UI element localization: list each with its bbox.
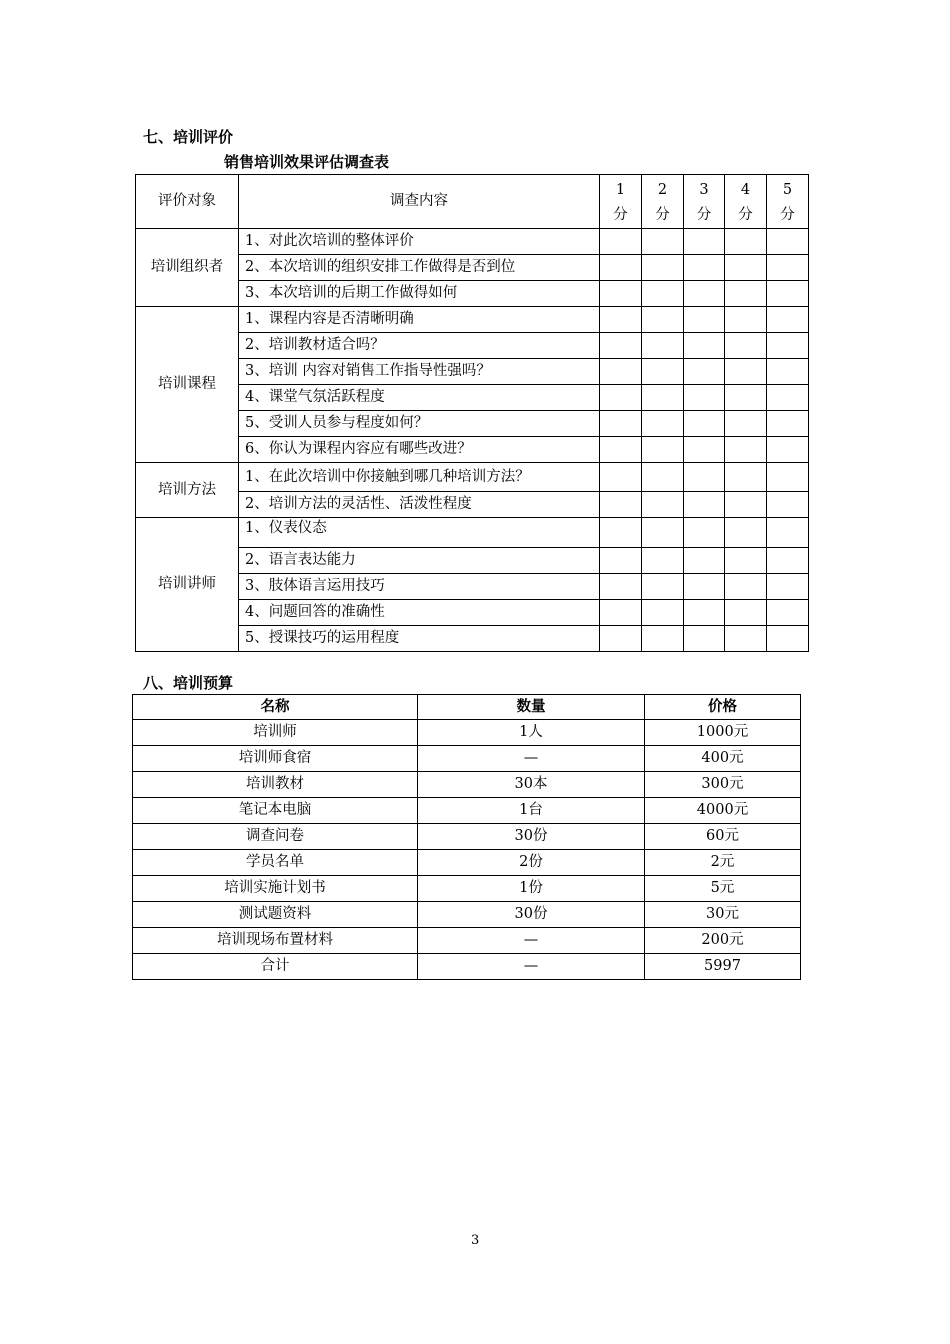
score-cell[interactable] [600, 307, 642, 333]
score-unit: 分 [655, 207, 670, 223]
budget-item-name: 调查问卷 [133, 824, 418, 850]
score-cell[interactable] [642, 281, 684, 307]
score-cell[interactable] [600, 385, 642, 411]
score-number: 1 [615, 182, 626, 198]
budget-item-price: 60元 [645, 824, 801, 850]
score-cell[interactable] [725, 574, 767, 600]
eval-row [136, 307, 809, 333]
score-cell[interactable] [600, 548, 642, 574]
score-cell[interactable] [642, 411, 684, 437]
eval-item: 1、仪表仪态 [239, 518, 600, 548]
eval-table-title: 销售培训效果评估调查表 [224, 153, 390, 171]
header-score-1 [600, 175, 642, 229]
score-cell[interactable] [767, 518, 809, 548]
eval-item: 5、授课技巧的运用程度 [239, 626, 600, 652]
score-cell[interactable] [767, 411, 809, 437]
budget-item-name: 培训实施计划书 [133, 876, 418, 902]
score-cell[interactable] [725, 385, 767, 411]
score-cell[interactable] [767, 307, 809, 333]
budget-item-name: 笔记本电脑 [133, 798, 418, 824]
score-cell[interactable] [684, 385, 725, 411]
score-cell[interactable] [767, 255, 809, 281]
score-cell[interactable] [642, 307, 684, 333]
score-cell[interactable] [725, 492, 767, 518]
budget-item-price: 1000元 [645, 720, 801, 746]
score-cell[interactable] [642, 574, 684, 600]
budget-item-price: 2元 [645, 850, 801, 876]
score-cell[interactable] [725, 518, 767, 548]
budget-item-name: 培训师食宿 [133, 746, 418, 772]
budget-row [133, 720, 801, 746]
score-cell[interactable] [684, 255, 725, 281]
score-cell[interactable] [684, 307, 725, 333]
score-unit: 分 [696, 207, 712, 223]
eval-row [136, 229, 809, 255]
score-cell[interactable] [725, 437, 767, 463]
budget-item-qty: 1份 [418, 876, 645, 902]
score-cell[interactable] [684, 281, 725, 307]
score-cell[interactable] [725, 229, 767, 255]
score-cell[interactable] [642, 548, 684, 574]
score-cell[interactable] [600, 463, 642, 492]
score-cell[interactable] [725, 626, 767, 652]
budget-item-qty: 2份 [418, 850, 645, 876]
score-cell[interactable] [725, 548, 767, 574]
score-unit: 分 [780, 207, 795, 223]
score-cell[interactable] [725, 411, 767, 437]
evaluation-table [135, 174, 809, 652]
score-cell[interactable] [642, 385, 684, 411]
budget-item-qty: — [418, 746, 645, 772]
score-cell[interactable] [767, 385, 809, 411]
header-content: 调查内容 [239, 175, 600, 229]
eval-item: 2、培训教材适合吗？ [239, 333, 600, 359]
score-cell[interactable] [600, 359, 642, 385]
eval-item: 4、课堂气氛活跃程度 [239, 385, 600, 411]
score-cell[interactable] [725, 359, 767, 385]
score-unit: 分 [738, 207, 753, 223]
score-cell[interactable] [600, 229, 642, 255]
score-cell[interactable] [767, 463, 809, 492]
score-cell[interactable] [725, 463, 767, 492]
budget-row [133, 876, 801, 902]
budget-item-qty: — [418, 928, 645, 954]
score-cell[interactable] [767, 333, 809, 359]
score-number: 5 [782, 182, 793, 198]
budget-row [133, 746, 801, 772]
budget-item-price: 5元 [645, 876, 801, 902]
header-score-3 [684, 175, 725, 229]
header-score-5 [767, 175, 809, 229]
score-cell[interactable] [767, 281, 809, 307]
score-cell[interactable] [600, 574, 642, 600]
score-cell[interactable] [684, 492, 725, 518]
score-cell[interactable] [642, 626, 684, 652]
score-number: 3 [699, 182, 709, 198]
budget-row [133, 954, 801, 980]
header-qty: 数量 [418, 695, 645, 720]
budget-row [133, 850, 801, 876]
budget-item-price: 5997 [645, 954, 801, 980]
score-cell[interactable] [600, 437, 642, 463]
budget-item-qty: 30份 [418, 824, 645, 850]
score-cell[interactable] [725, 600, 767, 626]
score-cell[interactable] [767, 229, 809, 255]
score-cell[interactable] [767, 574, 809, 600]
score-cell[interactable] [725, 333, 767, 359]
score-cell[interactable] [767, 626, 809, 652]
score-cell[interactable] [684, 600, 725, 626]
score-number: 2 [657, 182, 668, 198]
budget-item-price: 30元 [645, 902, 801, 928]
score-cell[interactable] [684, 548, 725, 574]
score-cell[interactable] [642, 492, 684, 518]
score-cell[interactable] [642, 229, 684, 255]
score-cell[interactable] [684, 229, 725, 255]
score-cell[interactable] [642, 437, 684, 463]
score-cell[interactable] [684, 518, 725, 548]
section8-title: 八、培训预算 [143, 674, 234, 692]
score-cell[interactable] [725, 255, 767, 281]
eval-item: 4、问题回答的准确性 [239, 600, 600, 626]
eval-row [136, 463, 809, 492]
score-cell[interactable] [600, 600, 642, 626]
header-subject: 评价对象 [136, 175, 239, 229]
eval-item: 2、语言表达能力 [239, 548, 600, 574]
score-cell[interactable] [725, 307, 767, 333]
score-cell[interactable] [600, 492, 642, 518]
score-cell[interactable] [600, 411, 642, 437]
budget-item-qty: 30本 [418, 772, 645, 798]
budget-item-price: 4000元 [645, 798, 801, 824]
score-cell[interactable] [767, 492, 809, 518]
score-cell[interactable] [642, 518, 684, 548]
budget-header-row [133, 695, 801, 720]
eval-subject: 培训讲师 [136, 518, 239, 652]
eval-subject: 培训组织者 [136, 229, 239, 307]
eval-item: 5、受训人员参与程度如何？ [239, 411, 600, 437]
eval-header-row [136, 175, 809, 229]
budget-item-name: 合计 [133, 954, 418, 980]
score-cell[interactable] [767, 437, 809, 463]
header-score-2 [642, 175, 684, 229]
budget-row [133, 772, 801, 798]
budget-item-qty: — [418, 954, 645, 980]
section7-title: 七、培训评价 [143, 128, 234, 146]
score-cell[interactable] [642, 600, 684, 626]
budget-item-name: 学员名单 [133, 850, 418, 876]
eval-item: 1、在此次培训中你接触到哪几种培训方法？ [239, 463, 600, 492]
eval-item: 6、你认为课程内容应有哪些改进？ [239, 437, 600, 463]
eval-subject: 培训课程 [136, 307, 239, 463]
eval-item: 2、本次培训的组织安排工作做得是否到位 [239, 255, 600, 281]
eval-item: 2、培训方法的灵活性、活泼性程度 [239, 492, 600, 518]
eval-item: 3、本次培训的后期工作做得如何 [239, 281, 600, 307]
score-cell[interactable] [642, 463, 684, 492]
score-cell[interactable] [684, 411, 725, 437]
score-cell[interactable] [600, 626, 642, 652]
budget-item-name: 培训师 [133, 720, 418, 746]
budget-row [133, 902, 801, 928]
eval-item: 3、肢体语言运用技巧 [239, 574, 600, 600]
score-cell[interactable] [684, 574, 725, 600]
header-price: 价格 [645, 695, 801, 720]
score-cell[interactable] [642, 255, 684, 281]
score-cell[interactable] [684, 463, 725, 492]
score-unit: 分 [613, 207, 628, 223]
score-cell[interactable] [684, 333, 725, 359]
score-cell[interactable] [767, 359, 809, 385]
budget-item-name: 测试题资料 [133, 902, 418, 928]
budget-item-price: 200元 [645, 928, 801, 954]
budget-item-qty: 30份 [418, 902, 645, 928]
header-score-4 [725, 175, 767, 229]
eval-item: 1、课程内容是否清晰明确 [239, 307, 600, 333]
budget-table [132, 694, 801, 980]
score-cell[interactable] [600, 255, 642, 281]
score-cell[interactable] [600, 281, 642, 307]
budget-item-qty: 1台 [418, 798, 645, 824]
score-cell[interactable] [725, 281, 767, 307]
score-cell[interactable] [642, 359, 684, 385]
eval-item: 1、对此次培训的整体评价 [239, 229, 600, 255]
budget-row [133, 824, 801, 850]
budget-item-qty: 1人 [418, 720, 645, 746]
eval-subject: 培训方法 [136, 463, 239, 518]
score-cell[interactable] [684, 626, 725, 652]
budget-item-name: 培训现场布置材料 [133, 928, 418, 954]
budget-row [133, 928, 801, 954]
budget-row [133, 798, 801, 824]
eval-item: 3、培训 内容对销售工作指导性强吗？ [239, 359, 600, 385]
score-cell[interactable] [600, 333, 642, 359]
budget-item-name: 培训教材 [133, 772, 418, 798]
score-cell[interactable] [767, 600, 809, 626]
budget-item-price: 300元 [645, 772, 801, 798]
score-cell[interactable] [642, 333, 684, 359]
score-cell[interactable] [600, 518, 642, 548]
budget-item-price: 400元 [645, 746, 801, 772]
header-name: 名称 [133, 695, 418, 720]
score-number: 4 [740, 182, 751, 198]
score-cell[interactable] [767, 548, 809, 574]
eval-row [136, 518, 809, 548]
score-cell[interactable] [684, 437, 725, 463]
page-number: 3 [471, 1233, 480, 1248]
score-cell[interactable] [684, 359, 725, 385]
